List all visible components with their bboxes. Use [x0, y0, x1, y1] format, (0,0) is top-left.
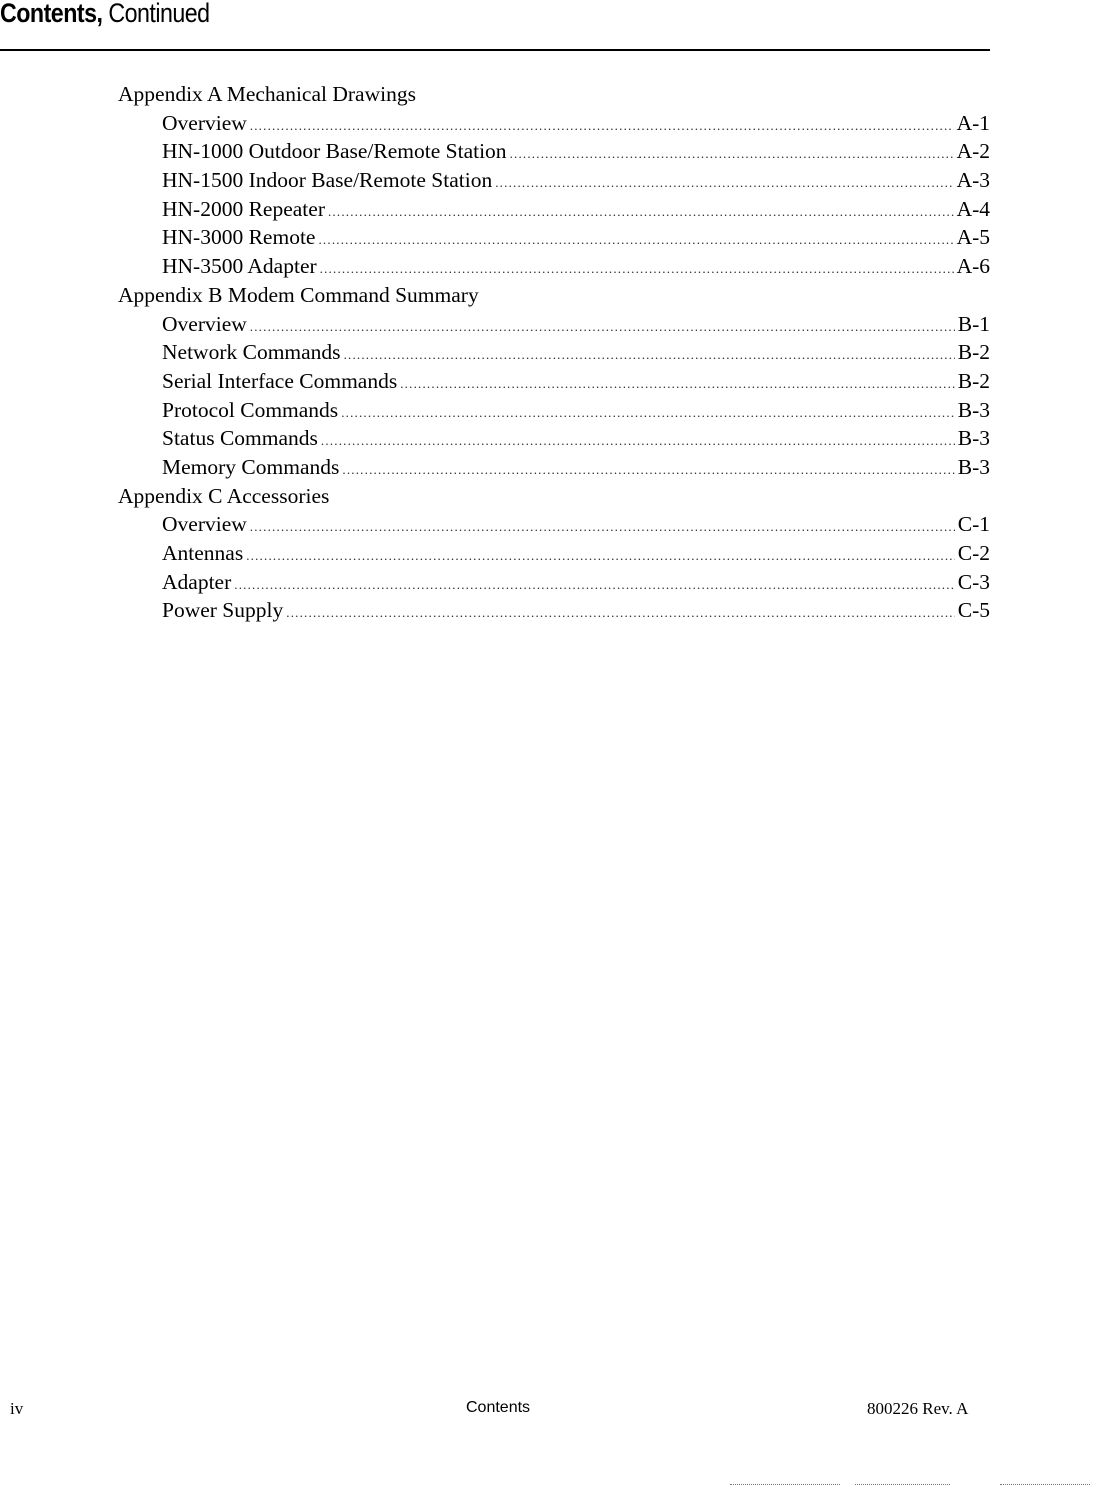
toc-entry [118, 252, 990, 281]
toc-entry [118, 137, 990, 166]
toc-entry-title: Power Supply [162, 598, 284, 623]
toc-entry-page: B-1 [957, 311, 990, 336]
toc-entry-title: Status Commands [162, 426, 318, 451]
footer-page-number: iv [10, 1399, 24, 1418]
toc-entry [118, 310, 990, 339]
toc-section-title: Appendix A Mechanical Drawings [118, 82, 416, 106]
footer-section-name: Contents [466, 1399, 531, 1416]
toc-entry [118, 195, 990, 224]
toc-entry-title: Overview [162, 110, 247, 135]
toc-entry [118, 568, 990, 597]
dot-leader [246, 542, 955, 571]
dot-leader [342, 456, 954, 485]
scan-artifact [1000, 1484, 1090, 1485]
toc-entry [118, 596, 990, 625]
dot-leader [250, 112, 954, 141]
page-title-bold: Contents, [0, 0, 103, 28]
toc-entry-page: C-3 [957, 569, 990, 594]
table-of-contents [118, 80, 990, 625]
toc-entry-title: HN-2000 Repeater [162, 196, 325, 221]
toc-entry [118, 453, 990, 482]
toc-entry-title: Protocol Commands [162, 397, 339, 422]
toc-entry-page: B-3 [957, 454, 990, 479]
toc-entry-title: Overview [162, 311, 247, 336]
toc-entry-page: B-3 [957, 426, 990, 451]
footer-doc-revision: 800226 Rev. A [867, 1399, 969, 1418]
toc-entry [118, 109, 990, 138]
toc-entry-page: A-5 [956, 225, 990, 250]
toc-entry-page: A-4 [956, 196, 990, 221]
dot-leader [234, 571, 955, 600]
page-title-continued: Continued [108, 0, 210, 28]
dot-leader [510, 140, 954, 169]
dot-leader [320, 255, 954, 284]
toc-entry [118, 223, 990, 252]
toc-section-title: Appendix C Accessories [118, 483, 330, 508]
toc-entry-page: A-2 [956, 139, 990, 164]
toc-entry-page: C-1 [957, 512, 990, 537]
dot-leader [321, 427, 955, 456]
toc-entry-page: B-3 [957, 397, 990, 422]
dot-leader [286, 599, 955, 628]
toc-entry-page: C-5 [957, 598, 990, 623]
toc-entry-title: HN-3000 Remote [162, 225, 316, 250]
toc-entry [118, 367, 990, 396]
toc-entry-title: Overview [162, 512, 247, 537]
toc-entry [118, 510, 990, 539]
page-title [0, 0, 210, 29]
toc-entry-title: HN-3500 Adapter [162, 254, 317, 279]
scan-artifact [730, 1484, 840, 1485]
toc-entry-title: HN-1000 Outdoor Base/Remote Station [162, 139, 507, 164]
dot-leader [328, 198, 954, 227]
toc-entry-page: C-2 [957, 541, 990, 565]
dot-leader [250, 513, 955, 542]
toc-entry [118, 424, 990, 453]
toc-entry [118, 396, 990, 425]
toc-entry-page: B-2 [957, 368, 990, 393]
toc-entry-title: HN-1500 Indoor Base/Remote Station [162, 168, 493, 193]
toc-entry-title: Antennas [162, 541, 244, 565]
toc-entry-title: Memory Commands [162, 454, 340, 479]
scan-artifact [855, 1484, 950, 1485]
dot-leader [318, 226, 953, 255]
dot-leader [344, 341, 955, 370]
toc-entry-page: B-2 [957, 340, 990, 365]
toc-entry-page: A-3 [956, 168, 990, 193]
toc-entry [118, 338, 990, 367]
toc-entry-title: Adapter [162, 569, 232, 594]
dot-leader [495, 169, 953, 198]
toc-entry-title: Serial Interface Commands [162, 368, 398, 393]
dot-leader [250, 313, 955, 342]
toc-entry-page: A-6 [956, 254, 990, 279]
toc-entry-page: A-1 [956, 110, 990, 135]
toc-entry-title: Network Commands [162, 340, 341, 365]
dot-leader [400, 370, 955, 399]
toc-section-title: Appendix B Modem Command Summary [118, 282, 479, 307]
toc-entry [118, 539, 990, 568]
header-divider [0, 49, 990, 51]
toc-entry [118, 166, 990, 195]
dot-leader [341, 399, 955, 428]
